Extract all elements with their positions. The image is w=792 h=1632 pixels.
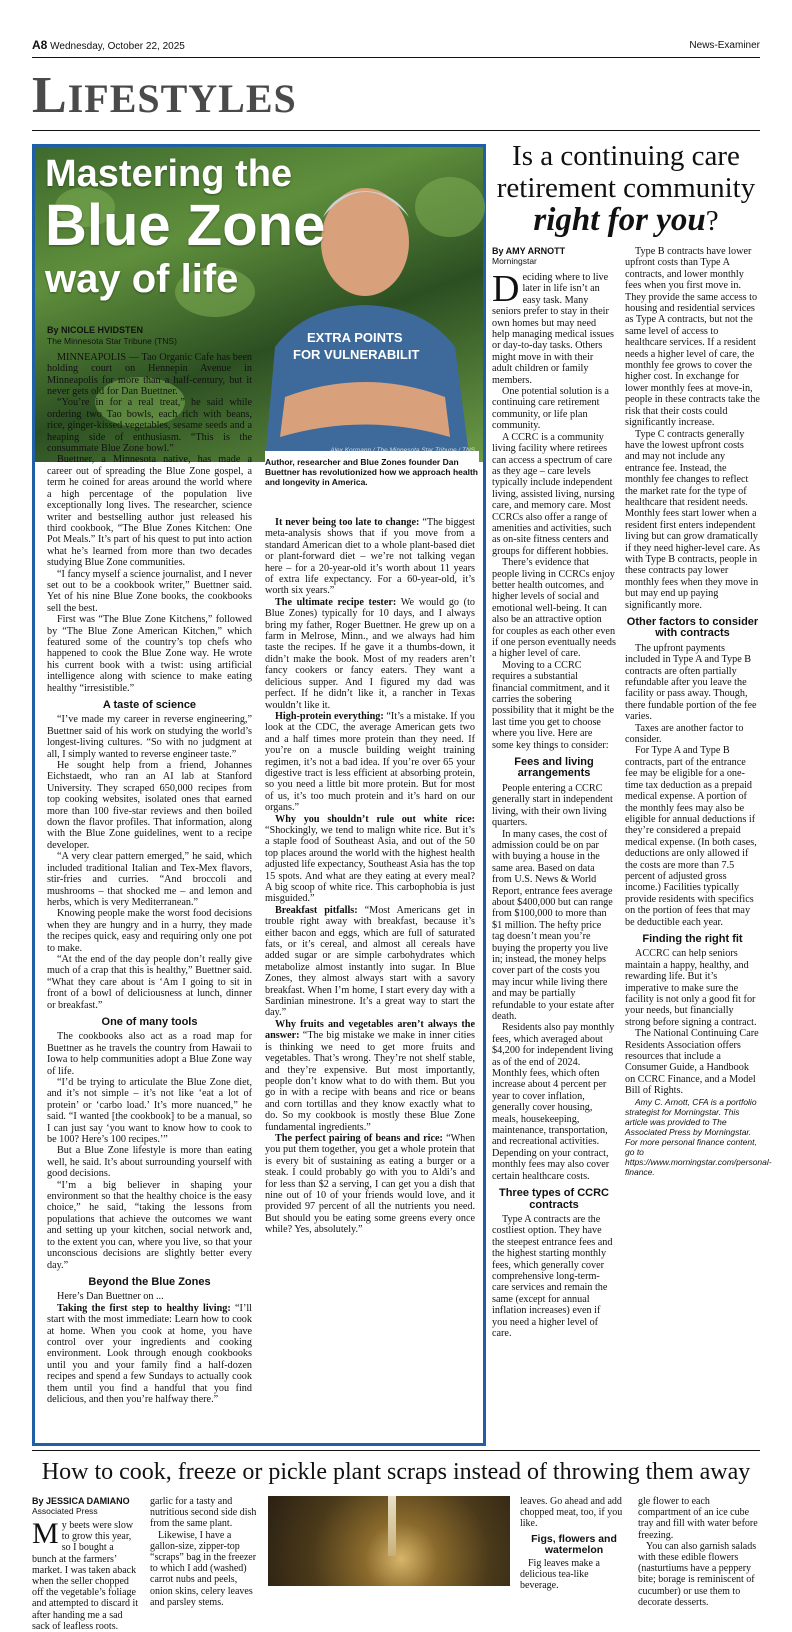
scraps-column-3 [520,1496,628,1592]
shirt-text-2: FOR VULNERABILIT [293,347,420,362]
paragraph [265,905,475,1019]
paragraph: Moving to a CCRC requires a substantial financial commitment, and it carries the sobering possibility that it might be the last time you get to choose where you live. Here are some key things to consider: [492,659,614,751]
subhead: Other factors to consider with contracts [626,616,759,640]
paragraph-text: “The biggest meta-analysis shows that if you move from a standard American diet to a whole plant-based diet or plant-forward diet – we’re not talking vegan here – for a 20-year-old it’s worth about 11 years of extra life expectancy. For a 60-year-old, it’s worth six years.” [265,517,475,597]
ccrc-body-2 [625,246,772,1177]
drop-cap: D [492,268,520,310]
shirt-text-1: EXTRA POINTS [307,330,403,345]
paragraph: First was “The Blue Zone Kitchens,” followed by “The Blue Zone American Kitchen,” which featured some of the country’s top chefs who happened to cook the Blue Zone way. He wrote his current book with a twist: using artificial intelligence along with science to make eating healthy “irresistible.” [47,614,252,694]
scraps-column-4 [638,1496,760,1608]
paragraph: “A very clear pattern emerged,” he said, which included traditional Italian and Tex-Mex flavors, stir-fries and curries. “And broccoli and mushrooms – that shocked me – and lemon and herbs, which is very Mediterranean.” [47,851,252,908]
subhead: Beyond the Blue Zones [88,1275,211,1288]
blue-zone-article [32,144,486,1446]
ccrc-column-1 [492,246,616,1416]
paragraph: A CCRC is a community living facility where retirees can access a spectrum of care as they age – care levels typically include independent living, assisted living, nursing care, and memory care. Most CCRCs also offer a range of amenities and activities, such as on-site fitness centers and groups for different hobbies. [492,431,615,557]
paragraph: Taxes are another factor to consider. [625,722,744,746]
lead-in: Breakfast pitfalls: [275,904,358,916]
paragraph: leaves. Go ahead and add chopped meat, too, if you like. [520,1496,623,1530]
paragraph-text: “Shockingly, we tend to malign white rice. But it’s a staple food of Southeast Asia, and out of the 50 top places around the world with the highest health adjusted life expectancy, Southeast Asia has the top 15 spots. And what are they eating at every meal? A big scoop of white rice. This carbophobia is just misguided.” [265,824,475,905]
paragraph: ACCRC can help seniors maintain a happy, healthy, and rewarding life. But it’s imperative to make sure the facility is not only a good fit for your needs, but financially strong before signing a contract. [625,948,757,1028]
paragraph: The cookbooks also act as a road map for Buettner as he travels the country from Hawaii to Iowa to help communities adopt a Blue Zone way of life. [47,1031,252,1077]
subhead: A taste of science [102,699,197,711]
paragraph [265,517,475,597]
paragraph: In many cases, the cost of admission could be on par with buying a house in the same area. Based on data from U.S. News & World Report, entrance fees average about $400,000 but can range from $100,000 to more than $1 million. The hefty price tag doesn’t mean you’re buying the property you live in; instead, the money helps cover part of the costs you may incur while living there and may be partially refundable to your estate after death. [492,828,615,1022]
subhead: One of many tools [101,1015,198,1028]
author-affiliation: The Minnesota Star Tribune (TNS) [47,336,177,347]
paragraph: Type A contracts are the costliest option. They have the steepest entrance fees and the highest starting monthly fees, which generally cover comprehensive long-term-care services and remain the same (except for annual inflation increases) even if you need a higher level of care. [492,1213,613,1339]
section-rest: IFESTYLES [67,76,297,121]
headline-text: Is a continuing care retirement community [496,140,756,204]
paragraph: “I fancy myself a science journalist, and I never set out to be a cookbook writer,” Buettner said. Yet of his nine Blue Zone books, the cookbooks sell the best. [47,568,252,614]
pouring-water [388,1496,396,1556]
ccrc-column-2 [625,246,772,1446]
paragraph: “At the end of the day people don’t really give much of a crap that this is healthy,” Buettner said. “What they care about is ‘Am I going to sit in front of a bowl of deliciousness at lunch, dinner or breakfast.” [47,953,252,1011]
paragraph: You can also garnish salads with these edible flowers (nasturtiums have a peppery bite; borage is reminiscent of cucumber) or use them to decorate desserts. [638,1540,757,1608]
headline-line-1: Mastering the [45,153,293,195]
ccrc-body-1 [492,268,616,1339]
author-tagline: Amy C. Arnott, CFA is a portfolio strategist for Morningstar. This article was provided to The Associated Press by Morningstar. For more personal finance content, go to https://www.morningstar.com/personal-finance. [625,1096,772,1177]
paragraph: Likewise, I have a gallon-size, zipper-top “scraps” bag in the freezer to which I add (washed) carrot nubs and peels, onion skins, celery leaves and parsley stems. [150,1529,257,1608]
paragraph [265,711,475,814]
lead-in: Taking the first step to healthy living: [57,1302,231,1314]
paragraph [265,814,475,905]
issue-date: Wednesday, October 22, 2025 [50,41,185,52]
subhead: Three types of CCRC contracts [498,1187,610,1211]
drop-cap: M [32,1517,59,1550]
paragraph: Buettner, a Minnesota native, has made a career out of spreading the Blue Zone gospel, a term he coined for areas around the world where a high percentage of the population live exceptionally long lives. The researcher, science writer and bestselling author just released his third cookbook, “The Blue Zones Kitchen: One Pot Meals.” It’s part of his quest to put into action what he’s learned from more than two decades studying Blue Zone communities. [47,454,252,569]
headline-line-3: way of life [45,257,239,301]
lead-in: High-protein everything: [275,710,384,722]
paragraph [32,1517,140,1632]
headline [45,155,325,299]
paragraph: Type C contracts generally have the lowest upfront costs and may not include any entrance fee. Instead, the monthly fee changes to reflect the market rate for the type of healthcare that resident needs. Monthly fees start lower when a resident first enters independent living but can grow dramatically if they need higher-level care. As with Type B contracts, people in these contracts pay lower monthly fees when they move in but may end up paying significantly more. [625,428,761,611]
paragraph: He sought help from a friend, Johannes Eichstaedt, who ran an AI lab at Stanford University. They scraped 650,000 recipes from top cooking websites, isolated ones that earned more than 100 five-star reviews and then boiled down the flavor profiles. That information, along with the Blue Zone guidelines, went to a recipe developer. [47,760,252,851]
photo-caption: Author, researcher and Blue Zones founder Dan Buettner has revolutionized how we approach health and longevity in America. [265,451,479,487]
ccrc-headline [492,140,760,237]
author-affiliation: Morningstar [492,256,537,266]
headline-end: ? [705,205,719,237]
scraps-byline-block [32,1496,130,1516]
author-byline: By NICOLE HVIDSTEN [47,325,144,335]
paragraph: “I’d be trying to articulate the Blue Zone diet, and it’s not simple – it’s not like ‘eat a lot of protein’ or ‘carbo load.’ It’s more nuanced,” he said. “I wanted [the cookbook] to be a manual, so I can just say ‘you want to know how to cook to be 100? Here’s 100 recipes.’” [47,1077,252,1146]
folio-line [32,38,760,56]
author-affiliation: Associated Press [32,1506,98,1516]
article-column-1 [47,325,252,1415]
article-column-2 [265,517,475,1442]
paragraph-text: “When you put them together, you get a whole protein that is every bit of sustaining as eating a burger or a steak. I could probably go with you to Aldi’s and for less than $2 a serving, I can get you a dish that nine out of 10 of your friends would love, and it provided 97 percent of all the nutrients you need. But should you be eating some greens every once while? Yes, absolutely.” [265,1132,475,1236]
paragraph: Fig leaves make a delicious tea-like beverage. [520,1558,600,1592]
paragraph: “You’re in for a real treat,” he said while ordering two Tao bowls, each rich with beans, rice, ginger-kissed vegetables, sesame seeds and a heaping side of enthusiasm. “This is the consummate Blue Zone bowl.” [47,397,252,455]
scraps-column-2 [150,1496,258,1608]
article-rule [32,1450,760,1451]
subhead: Fees and living arrangements [514,756,594,780]
paragraph: “I’ve made my career in reverse engineering,” Buettner said of his work on studying the world’s longest-living cultures. “So with no judgment at all, I simply wanted to reverse engineer taste.” [47,714,252,760]
page-number: A8 [32,38,48,52]
paragraph: Residents also pay monthly fees, which averaged about $4,200 for independent living as of the end of 2024. Monthly fees, which often increase about 4 percent per year to cover inflation, generally cover housing, meals, housekeeping, maintenance, transportation, and recreational activities. Depending on your contract, monthly fees may also cover certain healthcare costs. [492,1022,615,1182]
headline-emphasis: right for you [533,202,706,238]
paragraph-text: “I’ll start with the most immediate: Learn how to cook at home. When you cook at home, you have control over your ingredients and cooking environment. Look through enough cookbooks until you and your family find a half-dozen recipes and spend a few Sundays to actually cook them until you find a handful that you find delicious, and then you’re halfway there.” [47,1302,253,1405]
paragraph [492,268,616,386]
paragraph [47,1303,252,1406]
subhead: Figs, flowers and watermelon [531,1532,617,1556]
headline-line-2: Blue Zone [45,193,326,258]
author-byline: By JESSICA DAMIANO [32,1496,130,1506]
paragraph-text: “It’s a mistake. If you look at the CDC, the average American gets two and a half times more protein than they need. If you’re on a muscle building weight training regimen, it’s not a bad idea. If you’re over 65 your digestive tract is less efficient at absorbing protein, so you need a little bit more protein. But for most of us, it’s too much protein and it’s hard on our organs.” [265,710,475,814]
paragraph-text: “Most Americans get in trouble right away with breakfast, because it’s either bacon and eggs, which are full of saturated fats, or it’s cereal, and almost all cereals have added sugar or are simple carbohydrates which metabolize almost instantly into sugar. In Blue Zones, they almost always start with a savory breakfast. When I’m home, I start every day with a Sardinian minestrone. It’s a great way to start the day.” [265,904,475,1019]
scraps-headline: How to cook, freeze or pickle plant scraps instead of throwing them away [41,1459,751,1485]
paragraph: There’s evidence that people living in CCRCs enjoy better health outcomes, and higher levels of social and emotional well-being. It can also be an attractive option for couples as each other even if one person eventually needs a higher level of care. [492,557,616,660]
paragraph: Here’s Dan Buettner on ... [57,1291,164,1303]
paragraph: Type B contracts have lower upfront costs than Type A contracts, and lower monthly fees when you first move in. They provide the same access to housing and residential services as Type A contracts, but not the same level of access to healthcare services. If a resident needs a higher level of care, the monthly fee grows to cover the higher cost. In exchange for lower monthly fees at move-in, people in these contracts take the risk that their costs could significantly increase. [625,246,760,429]
lead-in: It never being too late to change: [275,517,420,528]
paragraph: The upfront payments included in Type A and Type B contracts are often partially refundable after you leave the facility or pass away. Though, there fundable portion of the fee varies. [625,642,757,723]
scraps-column-1 [32,1517,140,1632]
paragraph: People entering a CCRC generally start in independent living, with their own living quarters. [492,782,613,829]
author-byline: By AMY ARNOTT [492,246,566,256]
lead-in: Why you shouldn’t rule out white rice: [275,813,475,825]
lead-in: The perfect pairing of beans and rice: [275,1132,443,1144]
paragraph-text: eciding where to live later in life isn’t an easy task. Many seniors prefer to stay in their own homes but may need help managing medical issues or day-to-day tasks. Others might move in with their adult children or family members. [492,272,614,386]
paragraph-text: y beets were slow to grow this year, so I bought a bunch at the farmers’ market. I was taken aback when the seller chopped off the vegetable’s foliage and attempted to discard it after handing me a sad sack of leafless roots. [32,1520,139,1632]
paragraph: One potential solution is a continuing care retirement community, or life plan community. [492,386,609,432]
subhead: Finding the right fit [642,932,743,945]
paragraph: Knowing people make the worst food decisions when they are hungry and in a hurry, they made the recipes quick, easy and requiring only one pot to make. [47,908,252,954]
paragraph: For Type A and Type B contracts, part of the entrance fee may be eligible for a one-time tax deduction as a prepaid medical expense. A portion of the monthly fees may also be eligible for annual deductions if they’re considered a prepaid medical expense. (In both cases, deductions are only allowed if the costs are more than 7.5 percent of adjusted gross income.) Facilities typically provide residents with specifics on the portion of fees that may be deductible each year. [625,745,757,928]
section-title [32,66,297,129]
paragraph-text: We would go (to Blue Zones) typically for 10 days, and I always bring my father, Roger Buettner. He grew up on a farm in Melrose, Minn., and we always had him taste the recipes. If he gave it a thumbs-down, it didn’t make the book. Most of my readers aren’t fancy cookers or fancy eaters. They want a delicious supper. And I figured my dad was perfect. If he didn’t like it, a rancher in Texas wouldn’t like it. [265,596,475,711]
lead-in: The ultimate recipe tester: [275,596,397,608]
section-initial: L [32,67,68,124]
fig-tea-photo [268,1496,510,1586]
paragraph [265,1133,475,1236]
paragraph [265,1019,475,1133]
paragraph [265,597,475,711]
lead-in: Why fruits and vegetables aren’t always the answer: [265,1018,475,1042]
paragraph: The National Continuing Care Residents Association offers resources that include a Consumer Guide, a Handbook on CCRC Finance, and a Model Bill of Rights. [625,1028,759,1097]
paper-name: News-Examiner [689,40,760,51]
paragraph: garlic for a tasty and nutritious second side dish from the same plant. [150,1496,257,1530]
paragraph: But a Blue Zone lifestyle is more than eating well, he said. It’s about surrounding yourself with good decisions. [47,1145,252,1180]
paragraph: gle flower to each compartment of an ice cube tray and fill with water before freezing. [638,1496,758,1541]
paragraph: MINNEAPOLIS — Tao Organic Cafe has been holding court on Hennepin Avenue in Minneapolis for more than a half-century, but it never gets old for Dan Buettner. [47,351,252,398]
top-rule [32,57,760,58]
paragraph: “I’m a big believer in shaping your environment so that the healthy choice is the easy choice,” he said, “taking the lessons from populations that achieve the outcomes we want and setting up your kitchen, social network and, to the extent you can, where you live, so that your unconscious decisions are slightly better every day.” [47,1179,252,1271]
paragraph-text: “The big mistake we make in inner cities is thinking we need to get more fruits and vegetables. That’s wrong. They’re not shelf stable, and they’re expensive. But most importantly, people don’t know what to do with them. But you go in with a recipe with beans and rice or beans and corn tortillas and they know exactly what to do. So my cookbook is mostly these Blue Zone fundamental ingredients.” [265,1030,475,1133]
section-rule [32,130,760,131]
